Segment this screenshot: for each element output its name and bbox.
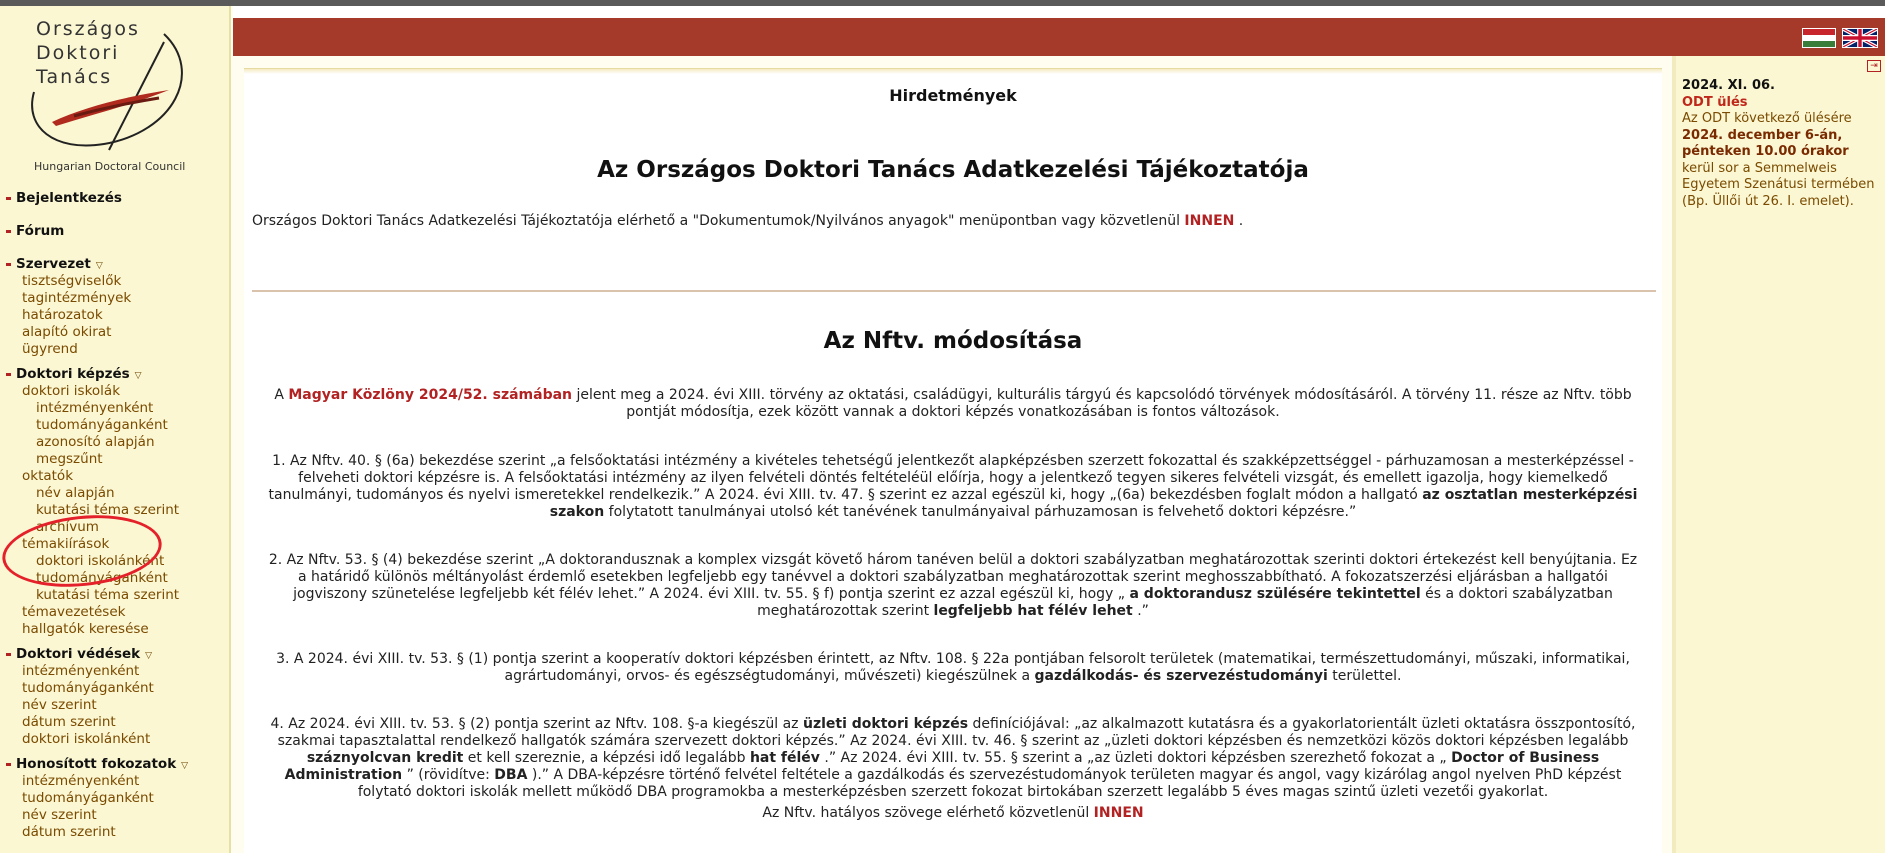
- pe-t6: ).” A DBA-képzésre történő felvétel feltétele a gazdálkodás és szervezéstudományok területen magyar és angol, vagy kizárólag angol nyelven PhD képzést folytató doktori iskolák mellett működő DBA programokba a mesterképzésben szerzett fokozat birtokában szerzett legalább 5 éves magas szintű üzleti vezetői gyakorlat.: [357, 767, 1622, 800]
- odt-logo[interactable]: [14, 12, 204, 182]
- announcement-title-1: Az Országos Doktori Tanács Adatkezelési Tájékoztatója: [597, 157, 1309, 183]
- news-b1: 2024. december 6-án, pénteken 10.00 órakor: [1682, 127, 1849, 159]
- nav-item-tudomanyagankent[interactable]: tudományáganként: [36, 417, 168, 433]
- news-date: 2024. XI. 06.: [1682, 78, 1775, 93]
- pa-text: jelent meg a 2024. évi XIII. törvény az oktatási, családügyi, kulturális tárgyú és kapcsolódó törvények módosításáról. A törvény 11. része az Nftv. több pontját módosítja, ezek között vannak a doktori képzés vonatkozásában is fontos változások.: [572, 387, 1632, 420]
- nav-szervezet-label: Szervezet: [16, 256, 91, 272]
- pd-text: 3. A 2024. évi XIII. tv. 53. § (1) pontja szerint a kooperatív doktori képzésben érintett, az Nftv. 108. § 22a pontjában felsorolt területek (matematikai, természettudományi, műszaki, informatikai, agrártudományi, orvos- és egészségtudományi, művészeti) kiegészülnek a: [276, 651, 1630, 684]
- nav-item-hatarozatok[interactable]: határozatok: [22, 307, 103, 323]
- logo-line2: Doktori: [36, 42, 120, 64]
- pe-t4: .” Az 2024. évi XIII. tv. 55. § szerint a „az üzleti doktori képzésben szerezhető fokozat a „: [819, 750, 1452, 766]
- nav-item-vedesek-datum[interactable]: dátum szerint: [22, 714, 116, 730]
- chevron-down-icon: ▽: [134, 371, 142, 381]
- paragraph-4: [244, 716, 1662, 801]
- paragraph-1: [244, 453, 1662, 521]
- nav-item-tagintezmenyek[interactable]: tagintézmények: [22, 290, 132, 306]
- pd-bold: gazdálkodás- és szervezéstudományi: [1034, 668, 1328, 684]
- paragraph-2: [244, 552, 1662, 620]
- nav-item-honositott-intezmeny[interactable]: intézményenként: [22, 773, 140, 789]
- nav-item-intezmenyenkent[interactable]: intézményenként: [36, 400, 154, 416]
- nav-item-megszunt[interactable]: megszűnt: [36, 451, 103, 467]
- logo-line1: Országos: [36, 18, 140, 40]
- nav-item-vedesek-tudomanyag[interactable]: tudományáganként: [22, 680, 154, 696]
- pf-text: Az Nftv. hatályos szövege elérhető közvetlenül: [762, 805, 1094, 821]
- header-band: [233, 18, 1885, 56]
- pb-text: 1. Az Nftv. 40. § (6a) bekezdése szerint „a felsőoktatási intézmény a kivételes tehetségű jelentkezőt alapképzésben szerzett fokozattal és szakképzettséggel - párhuzamosan a mesterképzéssel - felveheti doktori képzésre is. A felsőoktatási intézmény az ilyen felvételi döntés feltételéül előírja, hogy a jelentkező tegyen sikeres felvételi vizsgát, és emellett igazolja, hogy kiemelkedő tanulmányi, tudományos és nyelvi ismeretekkel rendelkezik.” A 2024. évi XIII. tv. 47. § szerint ez azzal egészül ki, hogy „(6a) bekezdésben foglalt módon a hallgató: [268, 453, 1634, 503]
- pd-end: területtel.: [1327, 668, 1402, 684]
- pc-text: 2. Az Nftv. 53. § (4) bekezdése szerint „A doktorandusznak a komplex vizsgát követő három tanéven belül a doktori szabályzatban meghatározottak szerinti doktori értekezést kell benyújtania. Ez a határidő különös méltányolást érdemlő esetekben legfeljebb egy tanévvel a doktori szabályzatban meghatározottak szerint meghosszabbítható. A fokozatszerzési eljárásban a hallgatói jogviszony szünetelése legfeljebb két félév lehet.” A 2024. évi XIII. tv. 55. § f) pontja szerint ez azzal egészül ki, hogy „: [268, 552, 1638, 602]
- announcement-title-2: Az Nftv. módosítása: [823, 328, 1083, 354]
- nav-item-oktatok[interactable]: oktatók: [22, 468, 74, 484]
- left-sidebar: [0, 6, 231, 853]
- nav-item-nev-alapjan[interactable]: név alapján: [36, 485, 115, 501]
- nav-item-temakiirasok-iskolankent[interactable]: doktori iskolánként: [36, 553, 165, 569]
- news-t2: kerül sor a Semmelweis Egyetem Szenátusi termében (Bp. Üllői út 26. I. emelet).: [1682, 160, 1875, 209]
- nav-item-vedesek-iskola[interactable]: doktori iskolánként: [22, 731, 151, 747]
- pb-bold: az osztatlan mesterképzési szakon: [549, 487, 1638, 520]
- logo-brush-icon: [14, 12, 204, 162]
- header-top: [233, 6, 1885, 18]
- content-top-line: [244, 68, 1662, 74]
- innen-link[interactable]: INNEN: [1184, 213, 1235, 229]
- nav-item-honositott-datum[interactable]: dátum szerint: [22, 824, 116, 840]
- nav-doktori-kepzes[interactable]: [0, 366, 229, 383]
- nav-item-temavezetesek[interactable]: témavezetések: [22, 604, 126, 620]
- pe-b2: száznyolcvan kredit: [306, 750, 464, 766]
- news-body: [1682, 111, 1882, 210]
- pc-bold2: legfeljebb hat félév lehet: [933, 603, 1133, 619]
- pa-pre: A: [274, 387, 289, 403]
- pe-b4: Doctor of Business Administration: [284, 750, 1600, 783]
- nftv-innen-link[interactable]: INNEN: [1093, 805, 1144, 821]
- nav-item-doktori-iskolak[interactable]: doktori iskolák: [22, 383, 121, 399]
- nav-honositott-label: Honosított fokozatok: [16, 756, 177, 772]
- pe-t5: ” (rövidítve:: [402, 767, 495, 783]
- language-switcher: [1802, 28, 1882, 48]
- nav-item-honositott-tudomanyag[interactable]: tudományáganként: [22, 790, 154, 806]
- pe-t3: et kell szereznie, a képzési idő legalább: [463, 750, 750, 766]
- paragraph-3: [244, 651, 1662, 685]
- pb-end: folytatott tanulmányai utolsó két tanévének tanulmányaival párhuzamosan is felvehető doktori képzésre.”: [604, 504, 1357, 520]
- paragraph-intro: [244, 387, 1662, 421]
- p1-end: .: [1234, 213, 1244, 229]
- section-title: Hirdetmények: [889, 86, 1017, 105]
- nav-item-vedesek-intezmeny[interactable]: intézményenként: [22, 663, 140, 679]
- nav-szervezet[interactable]: [0, 256, 229, 273]
- magyar-kozlony-link[interactable]: Magyar Közlöny 2024/52. számában: [288, 387, 573, 403]
- nav-item-archivum[interactable]: archívum: [36, 519, 99, 535]
- pe-b5: DBA: [494, 767, 528, 783]
- divider: [252, 290, 1656, 292]
- chevron-down-icon: ▽: [181, 761, 189, 771]
- p1-text: Országos Doktori Tanács Adatkezelési Tájékoztatója elérhető a "Dokumentumok/Nyilvános anyagok" menüpontban vagy közvetlenül: [252, 213, 1185, 229]
- pe-b3: hat félév: [749, 750, 820, 766]
- logo-line3: Tanács: [36, 66, 113, 88]
- nav-item-kutatasi-tema[interactable]: kutatási téma szerint: [36, 502, 180, 518]
- announcement-text-1: [252, 213, 1662, 229]
- logout-icon[interactable]: ⇥: [1867, 60, 1881, 72]
- nav-login[interactable]: Bejelentkezés: [0, 190, 229, 207]
- pc-mid: és a doktori szabályzatban meghatározottak szerint: [757, 586, 1613, 619]
- nav-item-vedesek-nev[interactable]: név szerint: [22, 697, 97, 713]
- main-content: [244, 68, 1662, 853]
- chevron-down-icon: ▽: [95, 261, 103, 271]
- nav-doktori-vedesek-label: Doktori védések: [16, 646, 141, 662]
- news-title[interactable]: ODT ülés: [1682, 94, 1748, 110]
- news-item: [1682, 78, 1882, 210]
- nav-forum[interactable]: Fórum: [0, 223, 229, 240]
- pc-end: .”: [1132, 603, 1149, 619]
- nav-doktori-vedesek[interactable]: [0, 646, 229, 663]
- pc-bold1: a doktorandusz szülésére tekintettel: [1129, 586, 1421, 602]
- logo-subtitle: Hungarian Doctoral Council: [34, 160, 186, 173]
- nav-honositott[interactable]: [0, 756, 229, 773]
- nav-item-ugyrend[interactable]: ügyrend: [22, 341, 78, 357]
- nav-item-azonosito[interactable]: azonosító alapján: [36, 434, 155, 450]
- pe-t1: 4. Az 2024. évi XIII. tv. 53. § (2) pontja szerint az Nftv. 108. §-a kiegészül az: [270, 716, 803, 732]
- nav-item-temakiirasok[interactable]: témakiírások: [22, 536, 110, 552]
- right-news-column: [1672, 56, 1885, 853]
- nav-item-temakiirasok-kutatasi[interactable]: kutatási téma szerint: [36, 587, 180, 603]
- nav-item-hallgatok[interactable]: hallgatók keresése: [22, 621, 149, 637]
- main-navigation: [0, 190, 229, 841]
- pe-b1: üzleti doktori képzés: [802, 716, 969, 732]
- paragraph-5: [244, 805, 1662, 822]
- nav-item-alapito-okirat[interactable]: alapító okirat: [22, 324, 112, 340]
- chevron-down-icon: ▽: [145, 651, 153, 661]
- nav-item-temakiirasok-tudomanyag[interactable]: tudományáganként: [36, 570, 168, 586]
- nav-item-honositott-nev[interactable]: név szerint: [22, 807, 97, 823]
- nav-item-tisztsegviselok[interactable]: tisztségviselők: [22, 273, 122, 289]
- news-t1: Az ODT következő ülésére: [1682, 111, 1852, 126]
- english-flag-icon[interactable]: [1842, 28, 1878, 48]
- hungarian-flag-icon[interactable]: [1802, 28, 1836, 48]
- nav-doktori-kepzes-label: Doktori képzés: [16, 366, 130, 382]
- pe-t2: definíciójával: „az alkalmazott kutatásra és a gyakorlatorientált üzleti oktatásra összpontosító, szakmai tapasztalattal rendelkező hallgatók számára szervezett doktori képzés.” Az 2024. évi XIII. tv. 46. § szerint az „üzleti doktori képzésben és nemzetközi közös doktori képzésben legalább: [277, 716, 1636, 749]
